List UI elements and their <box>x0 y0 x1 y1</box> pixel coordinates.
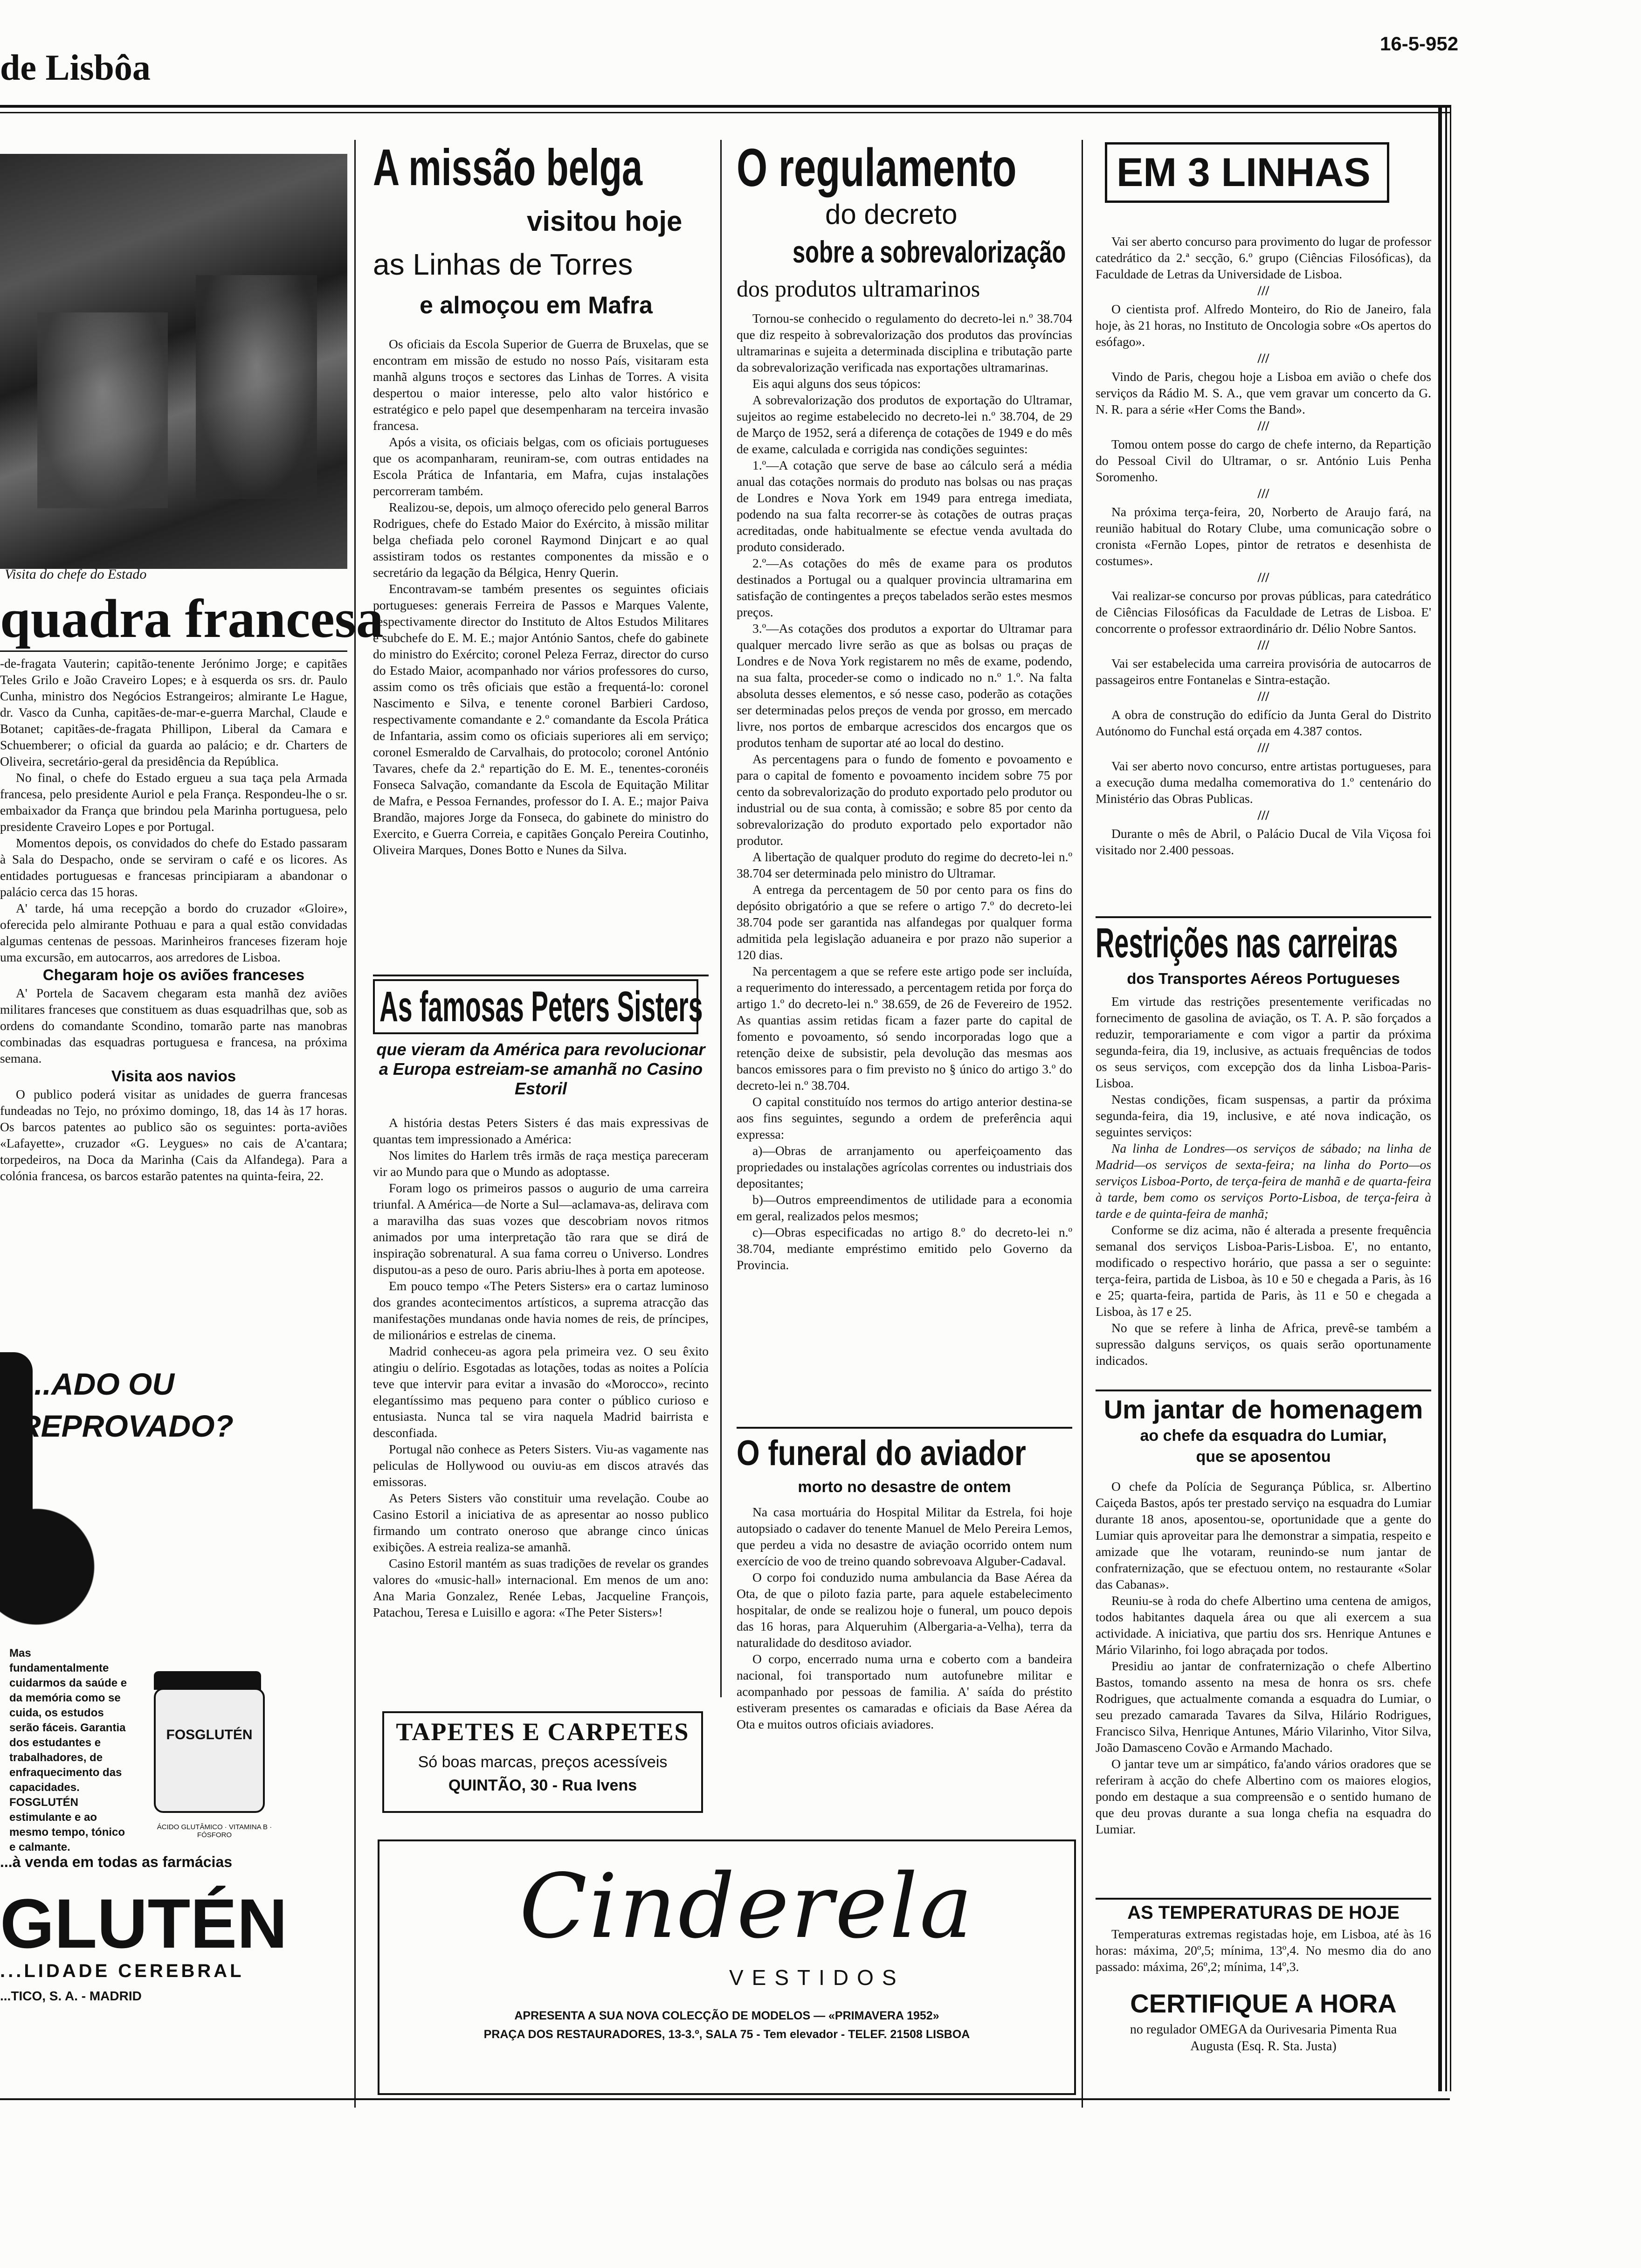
em3linhas-body <box>1096 233 1431 858</box>
paragraph: Encontravam-se também presentes os seguintes oficiais portugueses: generais Ferreira de Passos e Marques Valente, respectivamente director do Instituto de Altos Estudos Militares e subchefe do E. M. E.; major António Santos, chefe do gabinete do ministro do Exército; coronel Peleza Ferraz, director do curso do Estado Maior, acompanhado nor vários professores do curso, assim como os três oficiais que estão a frequentá-lo: coronel Nascimento e Silva, e tenente coronel Barbieri Cardoso, respectivamente comandante e 2.º comandante da Escola Prática de Infantaria, assim como os oficiais superiores ali em serviço; coronel Esmeraldo de Carvalhais, do protocolo; coronel António Tavares, chefe da 2.ª repartição do E. M. E., tenentes-coronéis Fonseca Salvação, comandante da Escola de Equitação Militar de Mafra, e Pessoa Fernandes, professor do I. A. E.; major Paiva Brandão, majores Jorge da Fonseca, do gabinete do ministro do Exercito, e Guerra Correia, e capitães Gonçalo Pereira Coutinho, Oliveira Marques, Dones Botto e Nunes da Silva. <box>373 581 709 857</box>
peters-body <box>373 1114 709 1620</box>
paragraph: A história destas Peters Sisters é das mais expressivas de quantas tem impressionado a América: <box>373 1115 709 1146</box>
jantar-body <box>1096 1478 1431 1837</box>
col1-subhead-avioes: Chegaram hoje os aviões franceses <box>42 966 305 983</box>
restr-rule <box>1096 916 1431 918</box>
item: Na próxima terça-feira, 20, Norberto de Araujo fará, na reunião habitual do Rotary Clube, uma comunicação sobre o cronista «Fernão Lopes, pintor de retratos e desenhista de costumes». <box>1096 505 1431 568</box>
item: Vai ser estabelecida uma carreira provisória de autocarros de passageiros entre Fontanelas e Sintra-estação. <box>1096 656 1431 687</box>
separator: /// <box>1257 418 1269 434</box>
separator: /// <box>1257 283 1269 298</box>
temp-rule <box>1096 1898 1431 1900</box>
funeral-body <box>737 1504 1072 1732</box>
paragraph: Madrid conheceu-as agora pela primeira vez. O seu êxito atingiu o delírio. Esgotadas as lotações, todas as noites a Polícia teve que intervir para evitar a invasão do «Morocco», recinto elegantíssimo mas pequeno para conter o público curioso e entusiasta. Nunca tal se vira naquela Madrid bairrista e desconfiada. <box>373 1344 709 1440</box>
masthead-section: de Lisbôa <box>0 47 151 88</box>
paragraph: Casino Estoril mantém as suas tradições de revelar os grandes valores do «music-hall» internacional. Em menos de um ano: Ana Maria Gonzalez, Renée Lebas, Jacqueline François, Patachou, Teresa e Luisillo e agora: «The Peter Sisters»! <box>373 1556 709 1619</box>
jantar-head: Um jantar de homenagem <box>1103 1395 1423 1424</box>
ad-jar-label: FOSGLUTÉN <box>166 1727 253 1742</box>
column-rule <box>1082 140 1083 2108</box>
paragraph: A' Portela de Sacavem chegaram esta manhã dez aviões militares franceses que constituem as duas esquadrilhas que, sob as ordens do comandante Scondino, tomarão parte nas manobras combinadas das esquadras portuguesa e francesa, na próxima semana. <box>0 986 347 1065</box>
restr-deck: dos Transportes Aéreos Portugueses <box>1127 970 1400 987</box>
jantar-deck-1: ao chefe da esquadra do Lumiar, <box>1140 1427 1387 1445</box>
paragraph: 3.º—As cotações dos produtos a exportar do Ultramar para qualquer mercado livre serão as que as bolsas ou praças de Londres e de Nova York registarem no mês de exame, podendo, na sua falta, proceder-se como o indicado no n.º 1.º. Na falta absoluta desses elementos, e só nesse caso, poderão as cotações ser determinadas pelos preços de venda por grosso, em mercado livre, nos portos de embarque acrescidos dos encargos que os produtos tenham de suportar até ao local do destino. <box>737 621 1072 750</box>
top-rule <box>0 105 1450 108</box>
belga-h4: e almoçou em Mafra <box>420 292 653 319</box>
paragraph: Foram logo os primeiros passos o augurio de uma carreira triunfal. A América—de Norte a Sul—aclamava-as, delirava com a maravilha das suas vozes que descobriam novos ritmos animados por uma interpretação tão rara que se dirá de inspiração sobrenatural. A sua fama correu o Universo. Londres disputou-as a peso de ouro. Paris abriu-lhes à porta em apoteose. <box>373 1181 709 1277</box>
em3linhas-box <box>1105 142 1389 203</box>
ad-slogan-1: ...ADO OU <box>26 1367 175 1401</box>
restr-head: Restrições nas carreiras <box>1096 920 1398 967</box>
margin-bar <box>1450 105 1451 2091</box>
item: Vindo de Paris, chegou hoje a Lisboa em avião o chefe dos serviços da Rádio M. S. A., que vem gravar um concerto da G. N. R. para a série «Her Coms the Band». <box>1096 369 1431 416</box>
paragraph: Portugal não conhece as Peters Sisters. Viu-as vagamente nas peliculas de Hollywood ou ouviu-as em discos através das emissoras. <box>373 1442 709 1489</box>
regulamento-body <box>737 310 1072 1273</box>
funeral-rule <box>737 1427 1072 1429</box>
regulamento-h1: O regulamento <box>737 138 1017 198</box>
temp-body: Temperaturas extremas registadas hoje, em Lisboa, até às 16 horas: máxima, 20º,5; mínima, 13º,4. No mesmo dia do ano passado: máxima, 26º,2; mínima, 14º,3. <box>1096 1927 1431 1974</box>
paragraph: A' tarde, há uma recepção a bordo do cruzador «Gloire», oferecida pelo almirante Pothuau e para a qual estão convidadas algumas centenas de pessoas. Marinheiros franceses fizeram hoje uma excursão, em autocarros, aos arredores de Lisboa. <box>0 901 347 964</box>
restr-body <box>1096 993 1431 1369</box>
paragraph: Conforme se diz acima, não é alterada a presente frequência semanal dos serviços Lisboa-Paris-Lisboa. E', no entanto, modificado o respectivo horário, que passa a ser o seguinte: terça-feira, partida de Lisboa, às 10 e 50 e chegada a Paris, às 16 e 25; quarta-feira, partida de Paris, às 11 e 50 e chegada a Lisboa, às 17 e 25. <box>1096 1223 1431 1319</box>
col1-body <box>0 655 347 1184</box>
ad-brand: GLUTÉN <box>0 1884 288 1963</box>
regulamento-h2: do decreto <box>825 199 958 230</box>
paragraph: Os oficiais da Escola Superior de Guerra de Bruxelas, que se encontram em missão de estudo no nosso País, visitaram esta manhã alguns troços e sectores das Linhas de Torres. A visita despertou o maior interesse, pelo alto valor histórico e estratégico e pelo papel que desempenharam na terceira invasão francesa. <box>373 337 709 433</box>
ad-company: ...TICO, S. A. - MADRID <box>0 1989 142 2003</box>
separator: /// <box>1257 570 1269 585</box>
separator: /// <box>1257 740 1269 755</box>
belga-body <box>373 336 709 858</box>
jantar-rule <box>1096 1390 1431 1391</box>
paragraph: Tornou-se conhecido o regulamento do decreto-lei n.º 38.704 que diz respeito à sobrevalorização dos produtos das províncias ultramarinas e sujeita a determinada disciplina e tributação parte da sobrevalorização verificada nas exportações ultramarinas. <box>737 311 1072 374</box>
ad-tagline: ...LIDADE CEREBRAL <box>0 1961 244 1981</box>
cinderela-brand: Cinderela <box>519 1855 974 1958</box>
cert-head: CERTIFIQUE A HORA <box>1130 1989 1397 2018</box>
paragraph: O jantar teve um ar simpático, fa'ando vários oradores que se referiram à acção do chefe Albertino com os maiores elogios, pondo em destaque a sua compreensão e o sentido humano de que deu provas durante a sua longa chefia na esquadra do Lumiar. <box>1096 1756 1431 1836</box>
paragraph: Em pouco tempo «The Peters Sisters» era o cartaz luminoso dos grandes acontecimentos artísticos, a suprema atracção das manifestações mundanas onde havia nomes de reis, de príncipes, de milionários e estrelas de cinema. <box>373 1279 709 1342</box>
tapetes-ad <box>382 1711 703 1813</box>
cert-body: no regulador OMEGA da Ourivesaria Pimenta Rua Augusta (Esq. R. Sta. Justa) <box>1130 2022 1397 2054</box>
item: Vai ser aberto novo concurso, entre artistas portugueses, para a execução duma medalha comemorativa do 1.º centenário do Ministério das Obras Publicas. <box>1096 759 1431 806</box>
jantar-deck-2: que se aposentou <box>1196 1448 1331 1466</box>
paragraph: As percentagens para o fundo de fomento e povoamento e para o capital de fomento e povoamento incidem sobre 75 por cento da sobrevalorização do produto exportado pelo produtor ou industrial ou de sua conta, à comissão; e sobre 85 por cento da sobrevalorização do produto exportado pelo exportador não produtor. <box>737 752 1072 848</box>
ad-text: Mas fundamentalmente cuidarmos da saúde e da memória como se cuida, os estudos serão fáceis. Garantia dos estudantes e trabalhadores, de enfraquecimento das capacidades. FOSGLUTÉN estimulante e ao mesmo tempo, tónico e calmante. <box>9 1647 127 1853</box>
cinderela-ad <box>378 1839 1076 2095</box>
paragraph: Momentos depois, os convidados do chefe do Estado passaram à Sala do Despacho, onde se serviram o café e os licores. As entidades portuguesas e francesas principiaram a abandonar o palácio cerca das 15 horas. <box>0 836 347 899</box>
ad-jar <box>154 1688 265 1813</box>
masthead-date: 16-5-952 <box>1380 33 1459 55</box>
separator: /// <box>1257 808 1269 823</box>
tapetes-line: Só boas marcas, preços acessíveis <box>418 1753 668 1771</box>
paragraph: No que se refere à linha de Africa, prevê-se também a supressão dalguns serviços, os quais serão oportunamente indicados. <box>1096 1321 1431 1368</box>
cinderela-line1: APRESENTA A SUA NOVA COLECÇÃO DE MODELOS — «PRIMAVERA 1952» <box>514 2009 939 2022</box>
bottom-rule <box>0 2098 1450 2100</box>
item: O cientista prof. Alfredo Monteiro, do Rio de Janeiro, fala hoje, às 21 horas, no Instituto de Oncologia sobre «Os apertos do esófago». <box>1096 302 1431 349</box>
paragraph: Nestas condições, ficam suspensas, a partir da próxima segunda-feira, dia 19, inclusive, e até nova indicação, os seguintes serviços: <box>1096 1092 1431 1139</box>
separator: /// <box>1257 689 1269 704</box>
paragraph: Nos limites do Harlem três irmãs de raça mestiça pareceram vir ao Mundo para que o Mundo as adoptasse. <box>373 1148 709 1179</box>
paragraph: As Peters Sisters vão constituir uma revelação. Coube ao Casino Estoril a iniciativa de as apresentar ao nosso publico firmando um contrato oneroso que abrange cinco únicas exibições. A estreia realiza-se amanhã. <box>373 1491 709 1554</box>
paragraph: b)—Outros empreendimentos de utilidade para a economia em geral, realizados pelos mesmos; <box>737 1192 1072 1223</box>
ad-hand-graphic <box>0 1506 121 1627</box>
column-rule <box>720 140 722 1697</box>
paragraph: c)—Obras especificadas no artigo 8.º do decreto-lei n.º 38.704, mediante empréstimo emitido pelo Governo da Provincia. <box>737 1225 1072 1272</box>
paragraph: Na casa mortuária do Hospital Militar da Estrela, foi hoje autopsiado o cadaver do tenente Manuel de Melo Pereira Lemos, que perdeu a vida no desastre de aviação ocorrido ontem num exercício de voo de treino quando sobrevoava Alguber-Cadaval. <box>737 1505 1072 1568</box>
paragraph: Em virtude das restrições presentemente verificadas no fornecimento de gasolina de aviação, os T. A. P. são forçados a reduzir, temporariamente e com vigor a partir da próxima segunda-feira, dia 19, inclusive, as actuais frequências de todos os seus serviços, com excepção dos da linha Lisboa-Paris-Lisboa. <box>1096 994 1431 1090</box>
paragraph: A entrega da percentagem de 50 por cento para os fins do depósito obrigatório a que se refere o artigo 7.º do decreto-lei 38.704 pode ser garantida nas alfandegas por qualquer forma admitida pela legislação aduaneira e por prazo não superior a 120 dias. <box>737 882 1072 962</box>
paragraph: O corpo foi conduzido numa ambulancia da Base Aérea da Ota, de que o piloto fazia parte, para aquele estabelecimento hospitalar, de onde se realizou hoje o funeral, um pouco depois das 16 horas, para Alqueruhim (Albergaria-a-Velha), terra da naturalidade do desditoso aviador. <box>737 1570 1072 1650</box>
peters-head-box <box>373 979 703 1034</box>
cinderela-sub: VESTIDOS <box>729 1965 905 1990</box>
column-rule <box>354 140 356 2108</box>
peters-rule-top <box>373 975 709 976</box>
photo-caption: Visita do chefe do Estado <box>5 567 147 582</box>
paragraph: a)—Obras de arranjamento ou aperfeiçoamento das propriedades ou instalações agrícolas correntes ou industriais dos depositantes; <box>737 1143 1072 1190</box>
paragraph: Presidiu ao jantar de confraternização o chefe Albertino Bastos, tomando assento na mesa de honra os srs. chefe Rodrigues, que actualmente comanda a esquadra do Lumiar, o seu prezado camarada Tavares da Silva, Hilário Rodrigues, Francisco Silva, Henrique Antunes, Mário Vilarinho, Vitor Silva, João Damasceno Covão e Armando Machado. <box>1096 1659 1431 1755</box>
ad-slogan-2: REPROVADO? <box>19 1409 234 1443</box>
tapetes-addr: QUINTÃO, 30 - Rua Ivens <box>448 1777 637 1794</box>
regulamento-h3: sobre a sobrevalorização <box>793 235 1066 269</box>
paragraph: 2.º—As cotações do mês de exame para os produtos destinados a Portugal ou a qualquer provincia ultramarina em satisfação de contingentes a preços tabelados serão estes mesmos preços. <box>737 556 1072 619</box>
separator: /// <box>1257 351 1269 366</box>
top-rule-thin <box>0 112 1450 113</box>
item: Vai ser aberto concurso para provimento do lugar de professor catedrático da 2.ª secção, 6.º grupo (Ciências Filosóficas), da Faculdade de Letras da Universidade de Lisboa. <box>1096 234 1431 281</box>
paragraph: Após a visita, os oficiais belgas, com os oficiais portugueses que os acompanharam, reuniram-se, com outras entidades na Escola Prática de Infantaria, em Mafra, cujas instalações percorreram também. <box>373 435 709 498</box>
ad-pharmacies: ...à venda em todas as farmácias <box>0 1853 233 1870</box>
separator: /// <box>1257 486 1269 501</box>
paragraph: O chefe da Polícia de Segurança Pública, sr. Albertino Caiçeda Bastos, após ter prestado serviço na esquadra do Lumiar durante 18 anos, aposentou-se, oportunidade que a gente do Lumiar quis aproveitar para lhe demonstrar a simpatia, respeito e amizade que lhe votaram, reunindo-se num jantar de confraternização, que se efectuou ontem, no restaurante «Solar das Cabanas». <box>1096 1479 1431 1591</box>
paragraph: No final, o chefe do Estado ergueu a sua taça pela Armada francesa, pelo presidente Auriol e pela França. Respondeu-lhe o sr. embaixador da França que brindou pela Marinha portuguesa, pelo presidente Craveiro Lopes e por Portugal. <box>0 770 347 834</box>
paragraph: 1.º—A cotação que serve de base ao cálculo será a média anual das cotações normais do produto nas bolsas ou nas praças de Londres e Nova York em 1949 para entrega imediata, podendo na sua falta recorrer-se às cotações de outras praças acreditadas, onde habitualmente se efectue venda avultada do produto considerado. <box>737 458 1072 554</box>
paragraph: A sobrevalorização dos produtos de exportação do Ultramar, sujeitos ao regime estabelecido no decreto-lei n.º 38.704, de 29 de Março de 1952, será a diferença de cotações de 1949 e do mês de exame, calculada e corrigida nas condições seguintes: <box>737 393 1072 456</box>
fosgluten-ad <box>0 1352 350 2038</box>
item: Vai realizar-se concurso por provas públicas, para catedrático de Ciências Filosóficas da Faculdade de Letras de Lisboa. E' concorrente o professor extraordinário dr. Délio Nobre Santos. <box>1096 588 1431 636</box>
col1-headline-rule <box>0 650 347 652</box>
belga-h1: A missão belga <box>373 139 643 196</box>
item: A obra de construção do edifício da Junta Geral do Distrito Autónomo do Funchal está orçada em 4.387 contos. <box>1096 707 1431 738</box>
paragraph: O capital constituído nos termos do artigo anterior destina-se aos fins seguintes, segundo a ordem de preferência aqui expressa: <box>737 1094 1072 1141</box>
cinderela-line2: PRAÇA DOS RESTAURADORES, 13-3.º, SALA 75 - Tem elevador - TELEF. 21508 LISBOA <box>483 2028 970 2041</box>
paragraph: -de-fragata Vauterin; capitão-tenente Jerónimo Jorge; e capitães Teles Grilo e João Craveiro Lopes; e à esquerda os srs. dr. Paulo Cunha, ministro dos Negócios Estrangeiros; almirante Le Hague, dr. Vasco da Cunha, capitães-de-mar-e-guerra Marchal, Claude e Botanet; capitães-de-fragata Phillipon, Liberal da Camara e Schuemberer; o oficial da guarda ao palácio; e dr. Charters de Oliveira, secretário-geral da presidência da República. <box>0 656 347 768</box>
margin-bar <box>1438 105 1442 2091</box>
item: Durante o mês de Abril, o Palácio Ducal de Vila Viçosa foi visitado nor 2.400 pessoas. <box>1096 826 1431 857</box>
margin-bar <box>1445 105 1447 2091</box>
ad-jar-sub: ÁCIDO GLUTÂMICO · VITAMINA B · FÓSFORO <box>157 1823 272 1839</box>
temp-head: AS TEMPERATURAS DE HOJE <box>1127 1902 1400 1923</box>
paragraph: Na percentagem a que se refere este artigo pode ser incluída, a requerimento do interessado, a percentagem retida por força do artigo 1.º do decreto-lei n.º 38.659, de 26 de Fevereiro de 1952. As quantias assim retidas ficam a fazer parte do capital de fomento e povoamento, só sendo incorporadas logo que a retenção deixe de subsistir, pela devolução das mesmas aos bancos emissores para o fim previsto no § único do artigo 3.º do decreto-lei n.º 38.704. <box>737 964 1072 1093</box>
paragraph: A libertação de qualquer produto do regime do decreto-lei n.º 38.704 ser determinada pelo ministro do Ultramar. <box>737 850 1072 880</box>
paragraph: O corpo, encerrado numa urna e coberto com a bandeira nacional, foi transportado num autofunebre militar e acompanhado por pessoas de familia. A' saída do préstito estiveram presentes os camaradas e oficiais da Base Aérea da Ota e muitos outros oficiais aviadores. <box>737 1652 1072 1731</box>
paragraph: O publico poderá visitar as unidades de guerra francesas fundeadas no Tejo, no próximo domingo, 18, das 14 às 17 horas. Os barcos patentes ao publico são os seguintes: porta-aviões «Lafayette», cruzador «G. Leygues» no cais de A'cantara; torpedeiros, na Doca da Marinha (Cais da Alfandega). Para a colónia francesa, os barcos estarão patentes na quinta-feira, 22. <box>0 1087 347 1183</box>
belga-h2: visitou hoje <box>527 206 683 237</box>
em3linhas-title: EM 3 LINHAS <box>1117 150 1371 195</box>
peters-deck: que vieram da América para revolucionar a Europa estreiam-se amanhã no Casino Estoril <box>376 1040 705 1098</box>
separator: /// <box>1257 637 1269 653</box>
paragraph: Reuniu-se à roda do chefe Albertino uma centena de amigos, todos habitantes daquela área ou que ali exercem a sua actividade. A iniciativa, que partiu dos srs. Henrique Antunes e Mário Vilarinho, foi logo abraçada por todos. <box>1096 1593 1431 1657</box>
paragraph: Eis aqui alguns dos seus tópicos: <box>752 376 921 391</box>
col1-headline: quadra francesa <box>0 588 384 649</box>
item: Tomou ontem posse do cargo de chefe interno, da Repartição do Pessoal Civil do Ultramar, o sr. António Luis Penha Soromenho. <box>1096 437 1431 484</box>
funeral-deck: morto no desastre de ontem <box>798 1478 1011 1496</box>
regulamento-h4: dos produtos ultramarinos <box>737 276 980 302</box>
peters-head: As famosas Peters Sisters <box>379 983 703 1030</box>
photo <box>0 154 347 569</box>
funeral-head: O funeral do aviador <box>737 1433 1026 1473</box>
col1-subhead-navios: Visita aos navios <box>111 1067 236 1085</box>
paragraph: Realizou-se, depois, um almoço oferecido pelo general Barros Rodrigues, chefe do Estado Maior do Exército, à missão militar belga chefiada pelo coronel Raymond Dinjcart e ao qual assistiram todos os restantes componentes da missão e o secretário da legação da Bélgica, Henry Querin. <box>373 500 709 580</box>
belga-h3: as Linhas de Torres <box>373 248 633 281</box>
tapetes-title: TAPETES E CARPETES <box>396 1718 689 1746</box>
paragraph: Na linha de Londres—os serviços de sábado; na linha de Madrid—os serviços de sexta-feira; na linha do Porto—os serviços Lisboa-Porto, de terça-feira de manhã e de quarta-feira à tarde, bem como os serviços Porto-Lisboa, de terça-feira à tarde e de quinta-feira de manhã; <box>1096 1141 1431 1221</box>
